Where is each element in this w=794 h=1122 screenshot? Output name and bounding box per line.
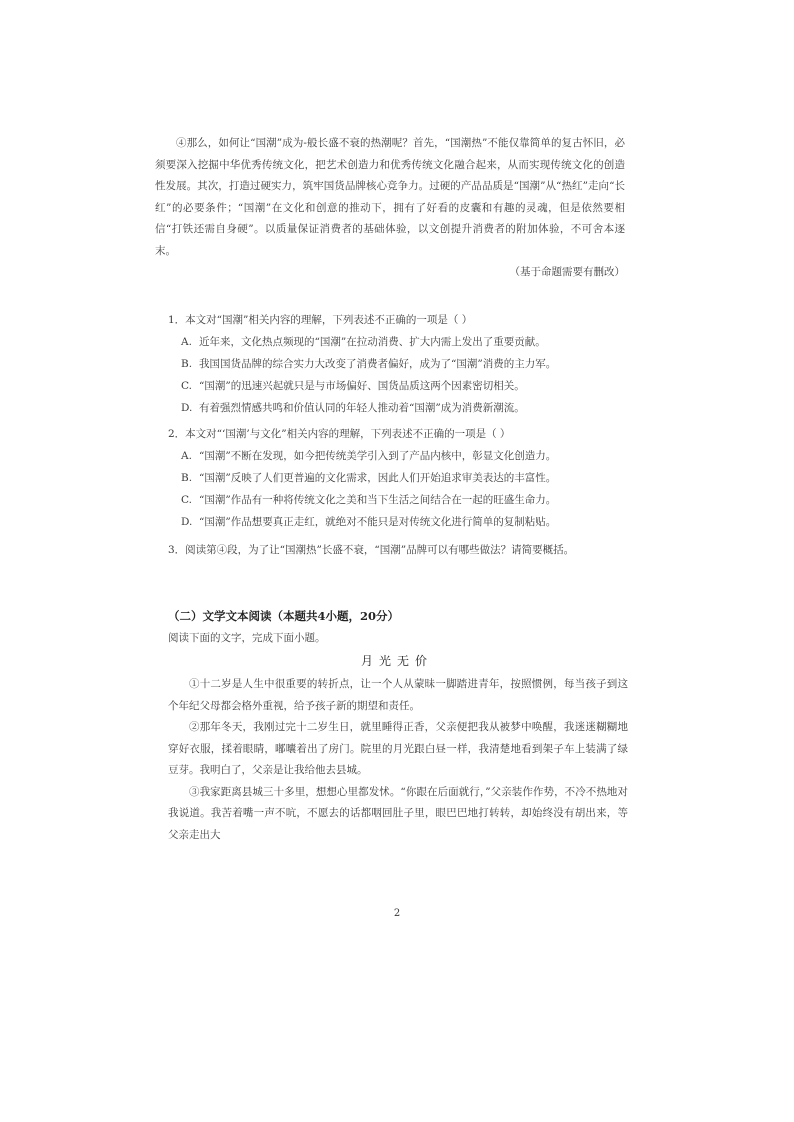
- option-key: B.: [181, 472, 193, 484]
- option-key: A.: [181, 336, 192, 348]
- option-key: B.: [181, 358, 193, 370]
- story-title: 月光无价: [360, 654, 433, 668]
- option-text: 近年来，文化热点频现的“国潮”在拉动消费、扩大内需上发出了重要贡献。: [199, 336, 546, 348]
- page-number: 2: [393, 908, 401, 919]
- option-text: “国潮”作品想要真正走红，就绝对不能只是对传统文化进行简单的复制粘贴。: [199, 516, 557, 528]
- question-1-option-b: [181, 354, 631, 376]
- story-paragraph-2: ②那年冬天，我刚过完十二岁生日，就里睡得正香，父亲便把我从被梦中唤醒，我迷迷糊糊地穿好衣服，揉着眼睛，嘟囔着出了房门。院里的月光跟白昼一样，我清楚地看到架子车上装满了绿豆芽。我明白了，父亲是让我给他去县城。: [168, 721, 628, 776]
- source-note: （基于命题需要有删改）: [509, 266, 625, 278]
- question-1-stem: 1．本文对“国潮”相关内容的理解，下列表述不正确的一项是（ ）: [168, 314, 473, 326]
- essay-paragraph-4: ④那么，如何让“国潮”成为-般长盛不衰的热潮呢？首先，“国潮热”不能仅靠简单的复古怀旧，必须要深入挖掘中华优秀传统文化，把艺术创造力和优秀传统文化融合起来，从而实现传统文化的创造性发展。其次，打造过硬实力，筑牢国货品牌核心竞争力。过硬的产品品质是“国潮”从“热红”走向“长红”的必要条件；“国潮”在文化和创意的推动下，拥有了好看的皮囊和有趣的灵魂，但是依然要相信“打铁还需自身硬”。以质量保证消费者的基础体验，以文创提升消费者的附加体验，不可舍本逐末。: [155, 137, 625, 257]
- question-2-option-a: [181, 446, 631, 468]
- option-text: “国潮”作品有一种将传统文化之美和当下生活之间结合在一起的旺盛生命力。: [199, 494, 557, 506]
- section-instruction: 阅读下面的文字，完成下面小题。: [168, 632, 326, 644]
- story-body: [168, 674, 628, 846]
- option-key: D.: [181, 516, 193, 528]
- option-text: “国潮”的迅速兴起就只是与市场偏好、国货品质这两个因素密切相关。: [199, 380, 525, 392]
- question-3-stem: 3．阅读第④段，为了让“国潮热”长盛不衰，“国潮”品牌可以有哪些做法？请简要概括。: [168, 544, 575, 556]
- question-1-option-c: [181, 376, 631, 398]
- essay-section: [155, 133, 625, 284]
- question-1-option-d: [181, 398, 631, 420]
- option-key: D.: [181, 402, 193, 414]
- question-2-stem: 2．本文对“‘国潮’与文化”相关内容的理解，下列表述不正确的一项是（ ）: [168, 428, 511, 440]
- story-paragraph-1: ①十二岁是人生中很重要的转折点，让一个人从蒙昧一脚踏进青年，按照惯例，每当孩子到这个年纪父母都会格外重视，给予孩子新的期望和责任。: [168, 678, 628, 712]
- option-text: “国潮”反映了人们更普遍的文化需求，因此人们开始追求审美表达的丰富性。: [199, 472, 557, 484]
- option-text: “国潮”不断在发现，如今把传统美学引入到了产品内核中，彰显文化创造力。: [199, 450, 557, 462]
- option-key: C.: [181, 494, 192, 506]
- option-text: 有着强烈情感共鸣和价值认同的年轻人推动着“国潮”成为消费新潮流。: [199, 402, 525, 414]
- story-paragraph-3: ③我家距离县城三十多里，想想心里都发怵。“你跟在后面就行，”父亲装作作势，不冷不热地对我说道。我苦着嘴一声不吭，不愿去的话都咽回肚子里，眼巴巴地打转转，却始终没有胡出来，等父亲走出大: [168, 785, 628, 841]
- section-heading: （二）文学文本阅读（本题共4小题，20分）: [168, 609, 400, 623]
- question-2-option-d: [181, 512, 631, 534]
- question-1-option-a: [181, 332, 631, 354]
- option-key: C.: [181, 380, 192, 392]
- question-2-option-b: [181, 468, 631, 490]
- option-key: A.: [181, 450, 192, 462]
- option-text: 我国国货品牌的综合实力大改变了消费者偏好，成为了“国潮”消费的主力军。: [199, 358, 557, 370]
- question-2-option-c: [181, 490, 631, 512]
